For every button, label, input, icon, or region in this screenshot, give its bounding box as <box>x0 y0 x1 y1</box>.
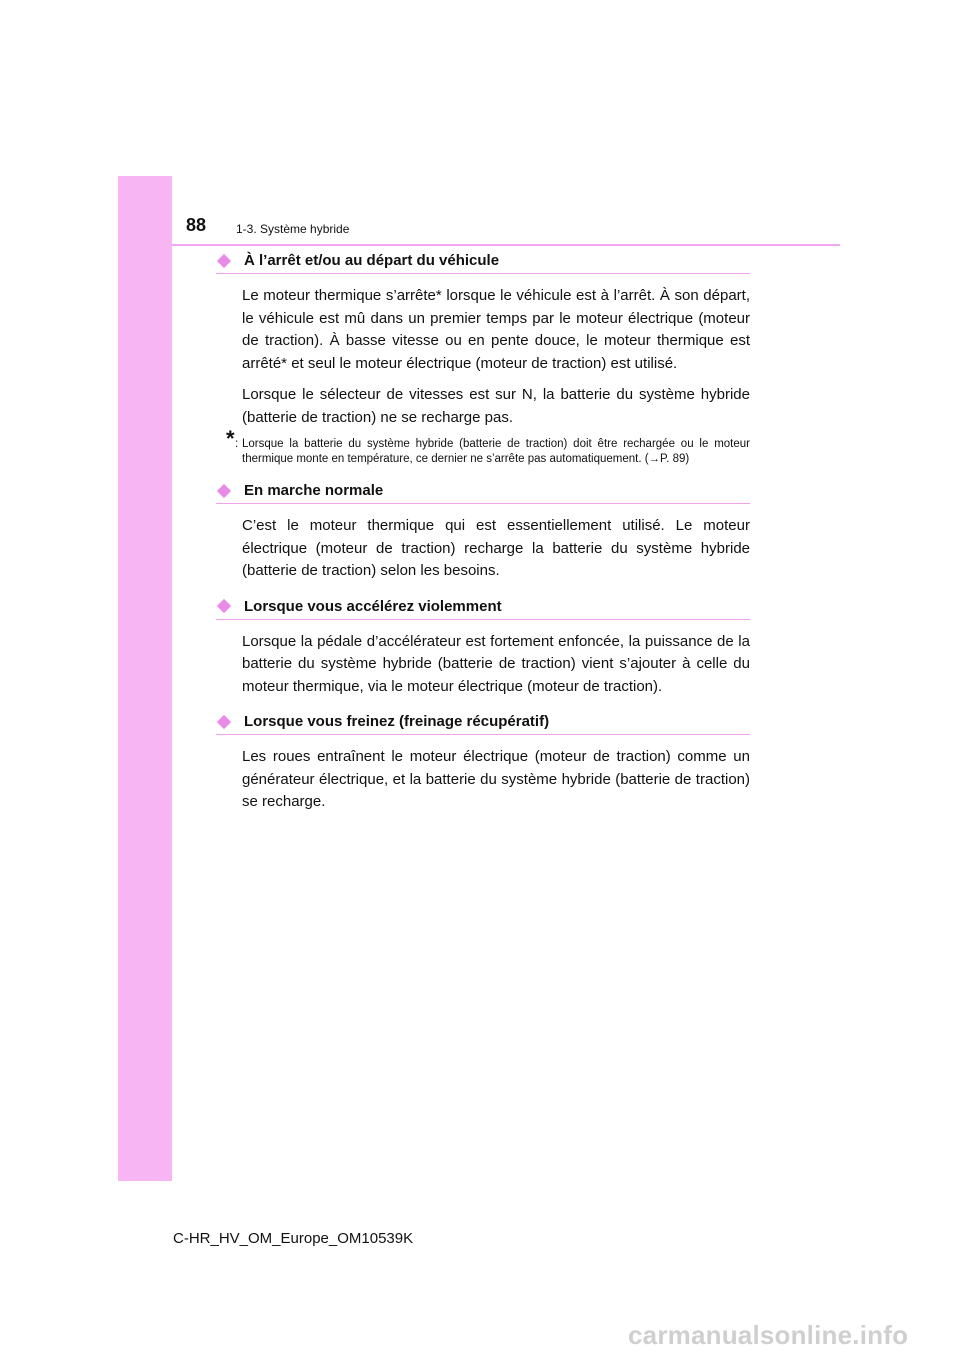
section-heading-marche-normale <box>216 482 750 504</box>
footnote-text: Lorsque la batterie du système hybride (batterie de traction) doit être rechargée ou le moteur thermique monte en température, ce dernier ne s’arrête pas automatiquement. (→P. 89) <box>242 438 750 465</box>
watermark-text: carmanualsonline.info <box>628 1320 909 1350</box>
diamond-bullet-icon <box>217 253 231 267</box>
chapter-tab-sidebar <box>118 176 172 1181</box>
section-heading-text: Lorsque vous freinez (freinage récupératif) <box>244 713 550 730</box>
section-heading-freinage <box>216 713 750 735</box>
diamond-bullet-icon <box>217 599 231 613</box>
paragraph: Lorsque le sélecteur de vitesses est sur N, la batterie du système hybride (batterie de traction) ne se recharge pas. <box>242 386 750 426</box>
paragraph: Le moteur thermique s’arrête* lorsque le véhicule est à l’arrêt. À son départ, le véhicule est mû dans un premier temps par le moteur électrique (moteur de traction). À basse vitesse ou en pente douce, le moteur thermique est arrêté* et seul le moteur électrique (moteur de traction) est utilisé. <box>242 287 750 372</box>
section-heading-acceleration <box>216 598 750 620</box>
footnote <box>226 426 750 467</box>
diamond-bullet-icon <box>217 714 231 728</box>
page-number: 88 <box>186 215 207 235</box>
section-heading-text: Lorsque vous accélérez violemment <box>244 597 502 615</box>
paragraph: Les roues entraînent le moteur électrique (moteur de traction) comme un générateur électrique, et la batterie du système hybride (batterie de traction) se recharge. <box>242 748 750 810</box>
paragraph: C’est le moteur thermique qui est essentiellement utilisé. Le moteur électrique (moteur de traction) recharge la batterie du système hybride (batterie de traction) selon les besoins. <box>242 517 750 579</box>
page-content <box>216 252 750 814</box>
header-divider <box>172 244 840 246</box>
footnote-colon: : <box>235 438 239 450</box>
footnote-marker: * <box>226 426 235 451</box>
section-heading-text: À l’arrêt et/ou au départ du véhicule <box>244 252 500 269</box>
diamond-bullet-icon <box>217 483 231 497</box>
section-heading-text: En marche normale <box>244 482 384 499</box>
section-heading-arret <box>216 252 750 274</box>
document-footer-id: C-HR_HV_OM_Europe_OM10539K <box>173 1230 414 1247</box>
section-title: 1-3. Système hybride <box>236 222 350 236</box>
paragraph: Lorsque la pédale d’accélérateur est fortement enfoncée, la puissance de la batterie du système hybride (batterie de traction) vient s’ajouter à celle du moteur thermique, via le moteur électrique (moteur de traction). <box>242 632 750 695</box>
